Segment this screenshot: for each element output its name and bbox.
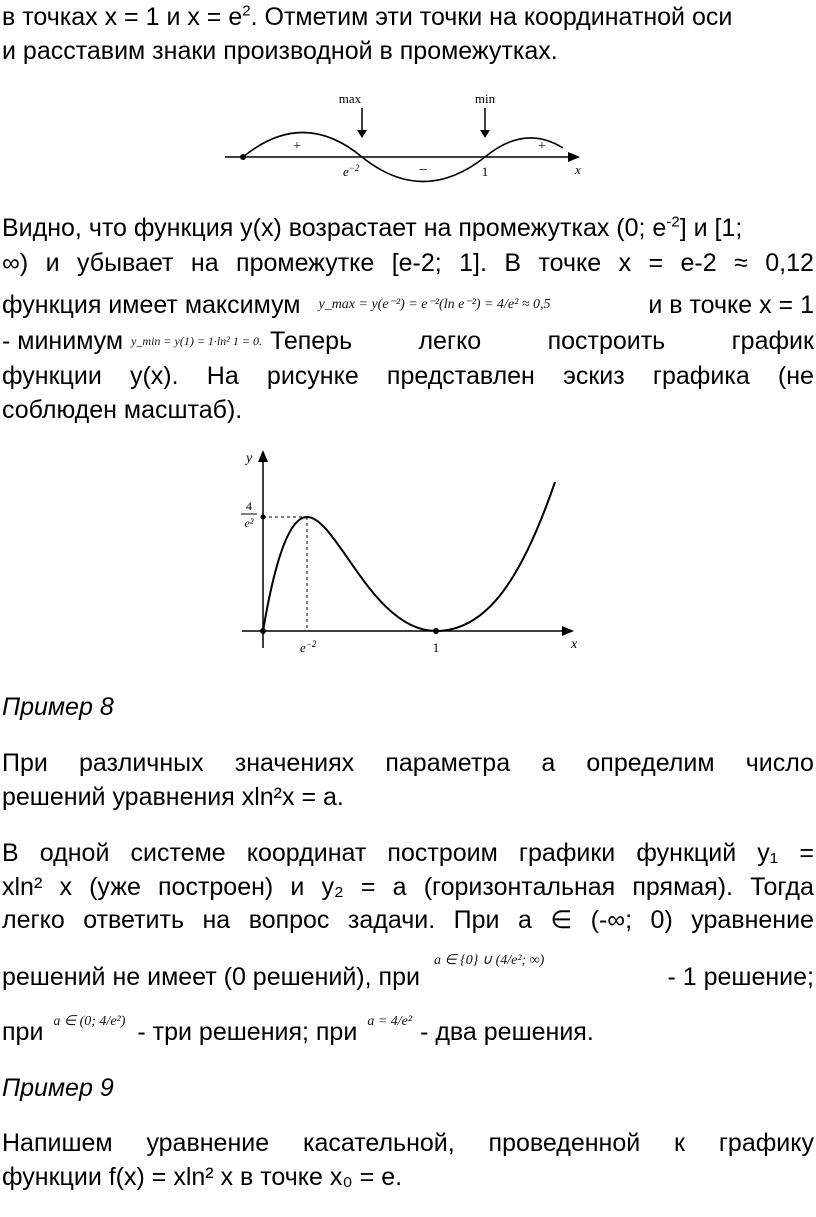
word: точке bbox=[538, 249, 602, 277]
word: y(x). bbox=[129, 362, 179, 390]
max-label: max bbox=[338, 91, 362, 106]
word: ≈ bbox=[734, 249, 748, 277]
x-tick-e-minus-2 bbox=[300, 639, 317, 655]
text-line bbox=[2, 290, 814, 320]
text-line: и расставим знаки производной в промежутках. bbox=[2, 37, 558, 65]
text-span: Видно, что функция y(x) возрастает на промежутках (0; e bbox=[2, 214, 667, 242]
superscript: -2 bbox=[666, 213, 680, 231]
text-line: функции f(x) = xln² x в точке x₀ = e. bbox=[2, 1163, 403, 1191]
y-tick-numerator: 4 bbox=[246, 499, 252, 513]
word: промежутке bbox=[236, 249, 375, 277]
word: легко bbox=[2, 906, 65, 934]
word: 0) bbox=[650, 906, 673, 934]
word: y₁ bbox=[757, 839, 779, 867]
word: убывает bbox=[76, 249, 174, 277]
y-tick-point bbox=[261, 515, 266, 520]
x-axis-label: x bbox=[571, 637, 578, 652]
function-graph-figure bbox=[222, 448, 592, 660]
x-axis-arrow bbox=[562, 626, 574, 636]
min-label: min bbox=[474, 91, 496, 106]
word: прямая). bbox=[632, 873, 733, 901]
word: вопрос bbox=[248, 906, 330, 934]
superscript: 2 bbox=[242, 2, 251, 20]
word: ∞) bbox=[2, 249, 29, 277]
word: легко bbox=[418, 327, 482, 355]
x-tick-e-exponent: −2 bbox=[305, 639, 317, 649]
text-span: . Отметим эти точки на координатной оси bbox=[250, 3, 733, 31]
word: системе bbox=[130, 839, 226, 867]
sign-plus-right: + bbox=[538, 139, 546, 154]
word: При bbox=[453, 906, 500, 934]
text-span: ] и [1; bbox=[679, 214, 743, 242]
word: В bbox=[2, 839, 19, 867]
text-span: решений не имеет (0 решений), при bbox=[2, 963, 420, 991]
text-span: - два решения. bbox=[420, 1018, 594, 1046]
word: построим bbox=[387, 839, 498, 867]
text-line: соблюден масштаб). bbox=[2, 396, 243, 424]
word: проведенной bbox=[488, 1129, 641, 1157]
justified-words bbox=[270, 326, 814, 356]
text-line bbox=[2, 213, 814, 243]
justified-line bbox=[2, 248, 814, 278]
word: различных bbox=[79, 749, 204, 777]
y-axis-arrow bbox=[258, 450, 268, 462]
text-span: в точках x = 1 и x = e bbox=[2, 3, 243, 31]
word: В bbox=[504, 249, 522, 277]
formula-two-solutions: a = 4/e² bbox=[367, 1014, 413, 1029]
formula-ymax: y_max = y(e⁻²) = e⁻²(ln e⁻²) = 4/e² ≈ 0,5 bbox=[318, 297, 551, 312]
word: На bbox=[206, 362, 239, 390]
x-tick-one: 1 bbox=[432, 640, 440, 655]
word: функций bbox=[636, 839, 737, 867]
text-line bbox=[2, 2, 814, 32]
word: x bbox=[618, 249, 632, 277]
word: на bbox=[190, 249, 219, 277]
word: касательной, bbox=[302, 1129, 455, 1157]
tick-e-base: e bbox=[343, 164, 349, 179]
justified-line bbox=[2, 872, 814, 902]
word: Теперь bbox=[269, 327, 353, 355]
word: эскиз bbox=[563, 362, 625, 390]
min-arrow-head bbox=[480, 130, 490, 138]
word: (горизонтальная bbox=[423, 873, 616, 901]
word: e-2 bbox=[680, 249, 717, 277]
sign-minus: − bbox=[418, 162, 428, 179]
word: [e-2; bbox=[391, 249, 442, 277]
x-axis-label: x bbox=[575, 162, 581, 177]
word: число bbox=[745, 749, 814, 777]
word: задачи. bbox=[347, 906, 436, 934]
word: параметра bbox=[385, 749, 511, 777]
word: a bbox=[541, 749, 556, 777]
sign-chart-figure bbox=[225, 88, 595, 188]
tick-one: 1 bbox=[481, 164, 489, 179]
y-tick-denominator: e² bbox=[244, 516, 254, 530]
word: уравнение bbox=[691, 906, 814, 934]
justified-line bbox=[2, 905, 814, 935]
word: значениях bbox=[234, 749, 355, 777]
formula-three-solutions: a ∈ (0; 4/e²) bbox=[53, 1014, 126, 1029]
word: ответить bbox=[83, 906, 184, 934]
word: = bbox=[648, 249, 664, 277]
word: 0,12 bbox=[765, 249, 814, 277]
word: y₂ bbox=[321, 873, 344, 901]
formula-ymin: y_min = y(1) = 1·ln² 1 = 0. bbox=[131, 334, 262, 348]
word: (-∞; bbox=[590, 906, 633, 934]
formula-one-solution: a ∈ {0} ∪ (4/e²; ∞) bbox=[433, 953, 545, 968]
word: a bbox=[392, 873, 407, 901]
x-tick-e-base: e bbox=[300, 640, 306, 655]
word: (уже bbox=[89, 873, 141, 901]
max-arrow-head bbox=[357, 130, 367, 138]
word: уравнение bbox=[146, 1129, 270, 1157]
text-line: решений уравнения xln²x = a. bbox=[2, 783, 344, 811]
text-span: функция имеет максимум bbox=[2, 291, 301, 319]
word: построить bbox=[547, 327, 666, 355]
word: При bbox=[2, 749, 48, 777]
word: к bbox=[674, 1129, 685, 1157]
example-9-title: Пример 9 bbox=[2, 1074, 114, 1102]
word: Напишем bbox=[2, 1129, 113, 1157]
word: на bbox=[202, 906, 231, 934]
word: (не bbox=[777, 362, 814, 390]
word: графики bbox=[518, 839, 616, 867]
word: графика bbox=[652, 362, 750, 390]
text-span: и в точке x = 1 bbox=[648, 291, 814, 319]
word: график bbox=[731, 327, 814, 355]
justified-line bbox=[2, 1128, 814, 1158]
word: 1]. bbox=[459, 249, 487, 277]
word: функции bbox=[2, 362, 102, 390]
word: = bbox=[799, 839, 814, 867]
text-span: при bbox=[2, 1018, 44, 1046]
word: = bbox=[360, 873, 376, 901]
justified-line bbox=[2, 838, 814, 868]
word: a bbox=[517, 906, 532, 934]
tick-e-minus-2 bbox=[343, 163, 360, 179]
sign-plus-left: + bbox=[293, 139, 301, 154]
text-line bbox=[2, 1014, 814, 1047]
justified-line bbox=[2, 748, 814, 778]
word: построен) bbox=[158, 873, 274, 901]
x-axis-arrow bbox=[568, 152, 580, 162]
word: представлен bbox=[386, 362, 535, 390]
word: координат bbox=[246, 839, 367, 867]
word: xln² bbox=[2, 873, 43, 901]
word: графику bbox=[718, 1129, 814, 1157]
word: x bbox=[59, 873, 72, 901]
tick-e-exponent: −2 bbox=[348, 163, 360, 173]
text-span: - минимум bbox=[2, 327, 124, 355]
text-line bbox=[2, 953, 814, 992]
word: ∈ bbox=[550, 906, 573, 934]
word: одной bbox=[39, 839, 110, 867]
word: и bbox=[45, 249, 60, 277]
word: определим bbox=[586, 749, 715, 777]
y-axis-label: y bbox=[246, 451, 253, 466]
example-8-title: Пример 8 bbox=[2, 693, 114, 721]
word: и bbox=[290, 873, 305, 901]
text-span: - 1 решение; bbox=[667, 963, 814, 991]
text-line bbox=[2, 326, 814, 356]
justified-line bbox=[2, 361, 814, 391]
word: Тогда bbox=[750, 873, 814, 901]
text-span: - три решения; при bbox=[137, 1018, 358, 1046]
word: рисунке bbox=[266, 362, 359, 390]
